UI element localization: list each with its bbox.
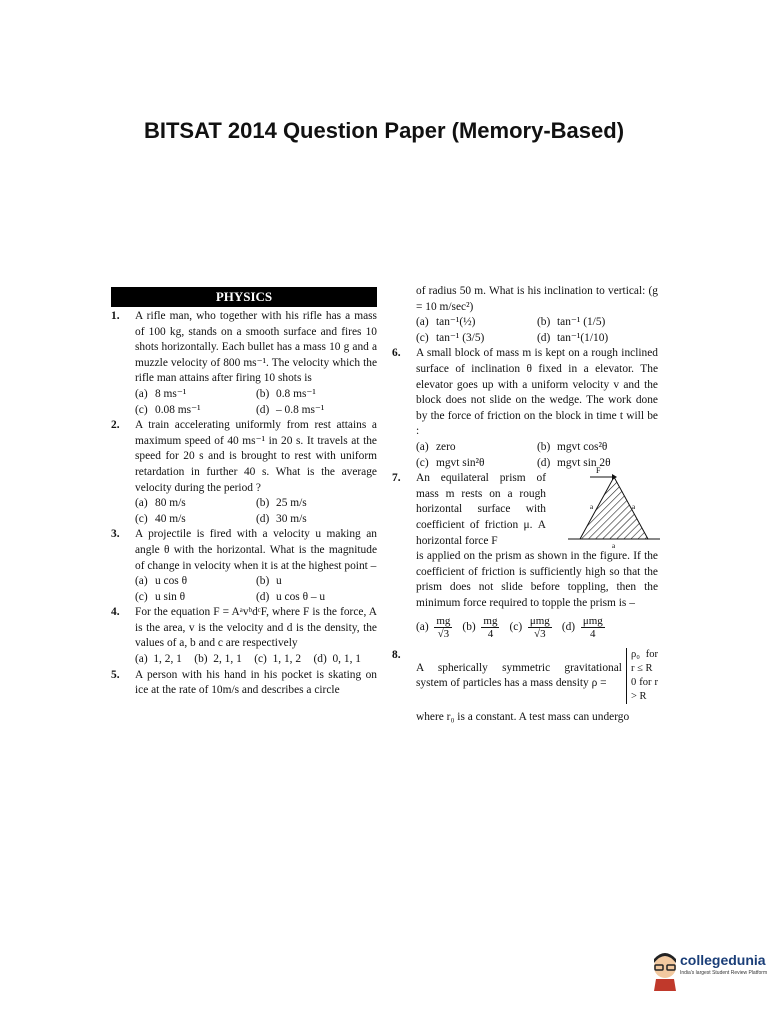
force-label: F	[596, 467, 601, 476]
option-d: (d) 0, 1, 1	[313, 653, 361, 666]
side-label: a	[590, 503, 594, 512]
question-number: 2.	[111, 419, 120, 432]
right-column	[392, 284, 658, 726]
question-4	[111, 605, 377, 667]
question-3	[111, 527, 377, 605]
question-5-continued	[392, 284, 658, 346]
option-a: (a) u cos θ	[135, 575, 188, 588]
option-d: (d) mgvt sin 2θ	[537, 456, 611, 469]
question-text: A spherically symmetric gravitational system of particles has a mass density ρ =	[416, 661, 622, 690]
option-d: (d) $\frac{\text{μmg}}{4}$	[561, 615, 603, 641]
options	[135, 652, 377, 668]
question-text-rest: is applied on the prism as shown in the figure. If the coefficient of friction is sufficiently high so that the prism does not slide before toppling, then the minimum force required to topple the prism is –	[416, 550, 658, 609]
question-number: 7.	[392, 472, 401, 485]
option-a: (a) zero	[416, 440, 456, 453]
question-text-part1: A person with his hand in his pocket is skating on ice at the rate of 10m/s and describes a circle	[135, 668, 377, 697]
option-b: (b) 0.8 ms⁻¹	[256, 387, 316, 400]
question-text-side: An equilateral prism of mass m rests on a rough horizontal surface with coefficient of friction μ. A horizontal force F	[416, 472, 546, 547]
option-c: (c) mgvt sin²θ	[416, 456, 485, 469]
density-expression	[416, 648, 658, 704]
question-text-after: where r₀ is a constant. A test mass can undergo	[416, 711, 630, 724]
question-number: 1.	[111, 310, 120, 322]
option-c: (c) 40 m/s	[135, 512, 186, 525]
option-b: (b) tan⁻¹ (1/5)	[537, 316, 606, 329]
question-number: 6.	[392, 347, 401, 360]
options	[416, 615, 658, 640]
option-a: (a) 1, 2, 1	[135, 653, 182, 666]
options	[135, 496, 377, 527]
question-text: A rifle man, who together with his rifle has a mass of 100 kg, stands on a smooth surface and fires 10 shots horizontally. Each bullet has a mass 10 g and a muzzle velocity of 800 ms⁻¹. The velocity which the rifle man attains after firing 10 shots is	[135, 310, 377, 385]
option-c: (c) 1, 1, 2	[254, 653, 302, 666]
piecewise-cases: ρ₀ for r ≤ R 0 for r > R	[626, 648, 658, 704]
base-label: a	[612, 542, 616, 550]
option-a: (a) 80 m/s	[135, 497, 186, 510]
question-number: 3.	[111, 528, 120, 541]
question-number: 8.	[392, 649, 401, 662]
option-c: (c) $\frac{\text{μmg}}{√3}$	[509, 615, 550, 641]
side-label: a	[632, 503, 636, 512]
prism-figure	[568, 467, 660, 549]
question-2	[111, 418, 377, 527]
question-number: 5.	[111, 668, 120, 681]
option-b: (b) 25 m/s	[256, 497, 307, 510]
section-header: PHYSICS	[111, 287, 377, 307]
question-8	[392, 648, 658, 726]
options	[135, 574, 377, 605]
logo-tagline: India's largest Student Review Platform	[680, 970, 768, 976]
question-text: A projectile is fired with a velocity u making an angle θ with the horizontal. What is the magnitude of change in velocity when it is at the highest point –	[135, 528, 377, 572]
question-1	[111, 309, 377, 418]
question-text: A small block of mass m is kept on a rough inclined surface of inclination θ fixed in a elevator. The elevator goes up with a uniform velocity v and the block does not slide on the wedge. The work done by the force of friction on the block in time t will be :	[416, 347, 658, 438]
option-a: (a) 8 ms⁻¹	[135, 387, 187, 400]
option-b: (b) 2, 1, 1	[194, 653, 242, 666]
question-text-part2: of radius 50 m. What is his inclination to vertical: (g = 10 m/sec²)	[416, 285, 658, 313]
option-c: (c) tan⁻¹ (3/5)	[416, 331, 485, 344]
option-d: (d) tan⁻¹(1/10)	[537, 331, 609, 344]
option-c: (c) u sin θ	[135, 590, 186, 603]
option-d: (d) u cos θ – u	[256, 590, 326, 603]
option-d: (d) – 0.8 ms⁻¹	[256, 403, 325, 416]
logo-name: collegedunia	[680, 952, 766, 968]
option-a: (a) $\frac{mg}{√3}$	[416, 615, 451, 641]
page-title: BITSAT 2014 Question Paper (Memory-Based)	[143, 118, 625, 143]
option-b: (b) u	[256, 575, 282, 588]
option-b: (b) $\frac{mg}{4}$	[462, 615, 498, 641]
option-a: (a) tan⁻¹(½)	[416, 316, 476, 329]
question-number: 4.	[111, 606, 120, 619]
options	[416, 315, 658, 346]
question-5	[111, 668, 377, 699]
question-text: For the equation F = AᵃvᵇdᶜF, where F is the force, A is the area, v is the velocity and d is the density, the values of a, b and c are respectively	[135, 606, 377, 650]
left-column	[111, 287, 377, 699]
option-c: (c) 0.08 ms⁻¹	[135, 403, 201, 416]
question-6	[392, 346, 658, 471]
option-b: (b) mgvt cos²θ	[537, 440, 608, 453]
option-d: (d) 30 m/s	[256, 512, 307, 525]
options	[135, 387, 377, 418]
question-text: A train accelerating uniformly from rest attains a maximum speed of 40 ms⁻¹ in 20 s. It travels at the speed for 20 s and is brought to rest with uniform retardation in further 40 s. What is the average velocity during the period ?	[135, 419, 377, 494]
question-7	[392, 467, 658, 641]
